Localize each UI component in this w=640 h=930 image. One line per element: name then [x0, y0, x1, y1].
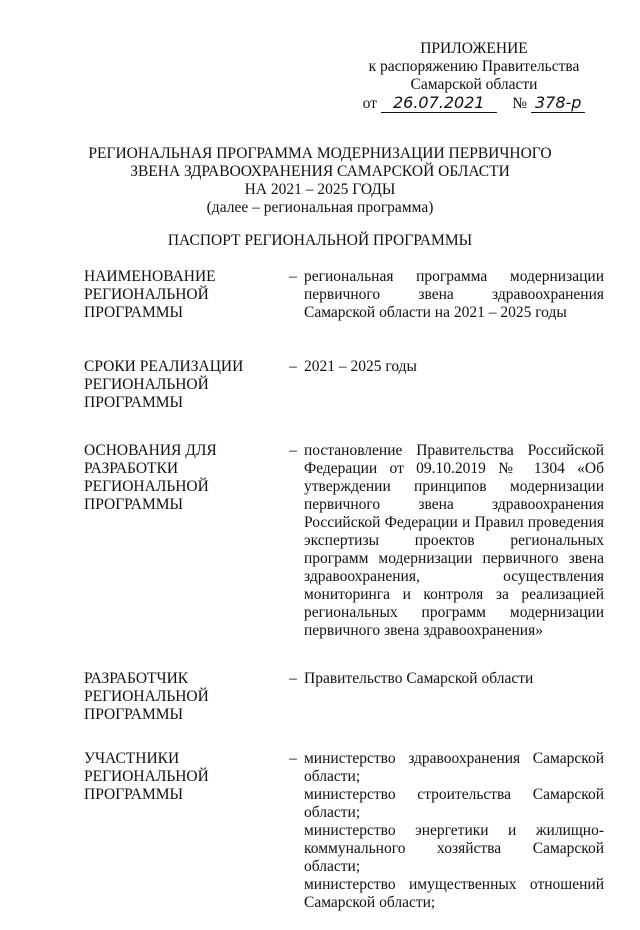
appendix-line-1: к распоряжению Правительства: [368, 58, 580, 75]
document-title: [0, 145, 640, 217]
appendix-heading: ПРИЛОЖЕНИЕ: [420, 40, 528, 57]
passport-row-participants: [84, 750, 604, 912]
participant-item: министерство имущественных отношений Самарской области;: [304, 876, 604, 911]
passport-row-name: [84, 268, 604, 340]
passport-row-basis: [84, 442, 604, 652]
participant-item: министерство энергетики и жилищно-коммунального хозяйства Самарской области;: [304, 822, 604, 875]
row-label: РАЗРАБОТЧИК РЕГИОНАЛЬНОЙ ПРОГРАММЫ: [84, 670, 209, 723]
handwritten-number: 378-р: [531, 94, 585, 113]
appendix-date-number-row: [354, 94, 594, 113]
row-value: 2021 – 2025 годы: [304, 358, 417, 375]
row-value: постановление Правительства Российской Федерации от 09.10.2019 № 1304 «Об утверждении принципов модернизации первичного звена здравоохранения Российской Федерации и Правил проведения экспертизы проектов региональных программ модернизации первичного звена здравоохранения, осуществления мониторинга и контроля за реализацией региональных программ модернизации первичного звена здравоохранения»: [304, 442, 604, 639]
row-dash: –: [289, 750, 297, 767]
appendix-block: [354, 40, 594, 113]
participant-item: министерство здравоохранения Самарской области;: [304, 750, 604, 785]
passport-row-terms: [84, 358, 604, 424]
title-line-3: НА 2021 – 2025 ГОДЫ: [244, 181, 396, 198]
appendix-line-2: Самарской области: [410, 76, 538, 93]
row-dash: –: [289, 670, 297, 687]
handwritten-date: 26.07.2021: [381, 94, 497, 113]
row-dash: –: [289, 268, 297, 285]
title-line-4: (далее – региональная программа): [206, 199, 434, 216]
row-value-list: [304, 750, 604, 912]
passport-table: [84, 268, 604, 930]
passport-row-developer: [84, 670, 604, 732]
passport-heading: ПАСПОРТ РЕГИОНАЛЬНОЙ ПРОГРАММЫ: [167, 232, 473, 249]
row-value: региональная программа модернизации первичного звена здравоохранения Самарской области на 2021 – 2025 годы: [304, 268, 604, 321]
number-prefix: №: [512, 95, 528, 112]
title-line-2: ЗВЕНА ЗДРАВООХРАНЕНИЯ САМАРСКОЙ ОБЛАСТИ: [130, 163, 510, 180]
title-line-1: РЕГИОНАЛЬНАЯ ПРОГРАММА МОДЕРНИЗАЦИИ ПЕРВИЧНОГО: [88, 145, 552, 162]
participant-item: министерство строительства Самарской области;: [304, 786, 604, 821]
from-prefix: от: [362, 95, 377, 112]
row-dash: –: [289, 358, 297, 375]
row-label: НАИМЕНОВАНИЕ РЕГИОНАЛЬНОЙ ПРОГРАММЫ: [84, 268, 216, 321]
row-label: СРОКИ РЕАЛИЗАЦИИ РЕГИОНАЛЬНОЙ ПРОГРАММЫ: [84, 358, 244, 411]
row-dash: –: [289, 442, 297, 459]
row-value: Правительство Самарской области: [304, 670, 534, 687]
row-label: УЧАСТНИКИ РЕГИОНАЛЬНОЙ ПРОГРАММЫ: [84, 750, 209, 803]
row-label: ОСНОВАНИЯ ДЛЯ РАЗРАБОТКИ РЕГИОНАЛЬНОЙ ПРОГРАММЫ: [84, 442, 217, 513]
